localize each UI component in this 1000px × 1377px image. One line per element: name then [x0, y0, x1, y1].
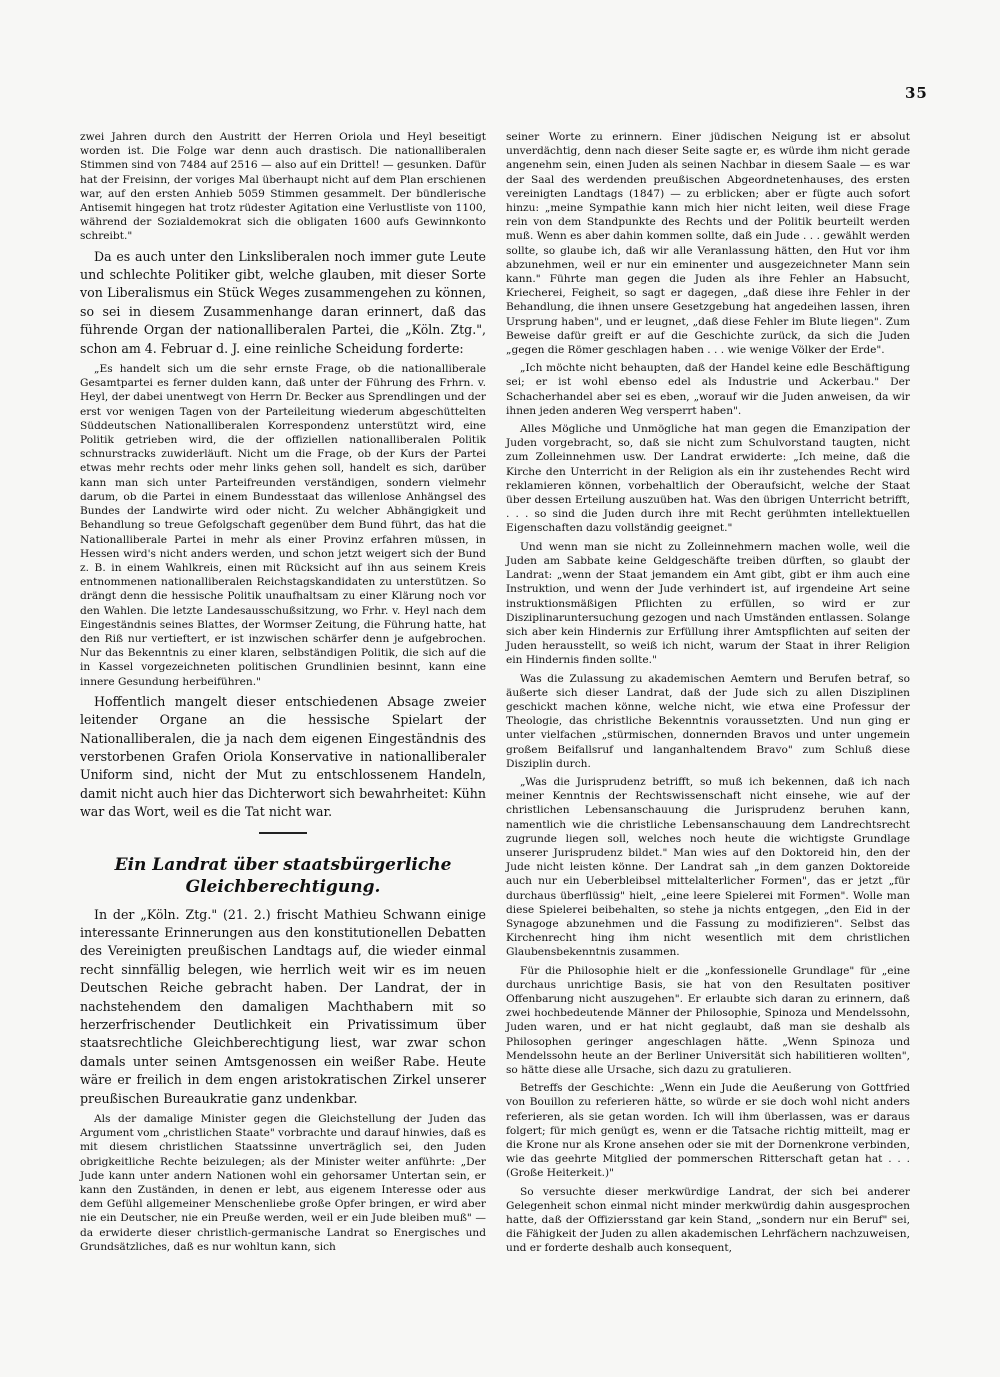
- body-paragraph: Was die Zulassung zu akademischen Aemtern und Berufen betraf, so äußerte sich dieser Landrat, daß der Jude sich zu allen Disziplinen geschickt machen könne, welche nicht, wie etwa eine Professur der Theologie, das christliche Bekenntnis voraussetzten. Und nun ging er unter vielfachen „stürmischen, donnernden Bravos und unter ungemein großem Beifallsruf und langanhaltendem Bravo" zum Schluß diese Disziplin durch.: [506, 672, 910, 770]
- body-paragraph: So versuchte dieser merkwürdige Landrat, der sich bei anderer Gelegenheit schon einmal nicht minder merkwürdig dahin ausgesprochen hatte, daß der Offiziersstand gar kein Stand, „sondern nur ein Beruf" sei, die Fähigkeit der Juden zu allen akademischen Lehrfächern nachzuweisen, und er forderte deshalb auch konsequent,: [506, 1185, 910, 1255]
- article-lead: In der „Köln. Ztg." (21. 2.) frischt Mathieu Schwann einige interessante Erinnerungen aus den konstitutionellen Debatten des Vereinigten preußischen Landtags auf, die wieder einmal recht sinnfällig belegen, wie herrlich weit wir es im neuen Deutschen Reiche gebracht haben. Der Landrat, der in nachstehendem den damaligen Machthabern mit so herzerfrischender Deutlichkeit ein Privatissimum über staatsrechtliche Gleichberechtigung liest, war zwar schon damals unter seinen Amtsgenossen ein weißer Rabe. Heute wäre er freilich in dem engen aristokratischen Zirkel unserer preußischen Bureaukratie ganz undenkbar.: [80, 906, 486, 1106]
- body-paragraph: Betreffs der Geschichte: „Wenn ein Jude die Aeußerung von Gottfried von Bouillon zu referieren hätte, so würde er sie doch wohl nicht anders referieren, als sie getan worden. Ich will ihm überlassen, was er daraus folgert; für mich genügt es, wenn er die Tatsache richtig mitteilt, mag er die Krone nur als Krone ansehen oder sie mit der Dornenkrone verbinden, wie das geehrte Mitglied der pommerschen Ritterschaft getan hat . . . (Große Heiterkeit.)": [506, 1082, 910, 1180]
- article-headline: Ein Landrat über staatsbürgerliche Gleichberechtigung.: [114, 854, 452, 897]
- body-paragraph: Hoffentlich mangelt dieser entschiedenen Absage zweier leitender Organe an die hessische Spielart der Nationalliberalen, die ja nach dem eigenen Eingeständnis des verstorbenen Grafen Oriola Konservative in nationalliberaler Uniform sind, nicht der Mut zu entschlossenem Handeln, damit nicht auch hier das Dichterwort sich bewahrheitet: Kühn war das Wort, weil es die Tat nicht war.: [80, 693, 486, 820]
- right-column: [506, 130, 910, 1260]
- body-paragraph: Und wenn man sie nicht zu Zolleinnehmern machen wolle, weil die Juden am Sabbate keine Geldgeschäfte treiben dürften, so glaubt der Landrat: „wenn der Staat jemandem ein Amt gibt, gibt er ihm auch eine Instruktion, und wenn der Jude verhindert ist, auf irgendeine Art seine instruktionsmäßigen Pflichten zu erfüllen, so wird er zur Disziplinaruntersuchung gezogen und nach Umständen entlassen. Solange sich aber kein Hindernis zur Erfüllung ihrer Amtspflichten auf seiten der Juden herausstellt, so weiß ich nicht, warum der Staat in ihrer Religion ein Hindernis finden sollte.": [506, 540, 910, 667]
- body-paragraph: seiner Worte zu erinnern. Einer jüdischen Neigung ist er absolut unverdächtig, denn nach dieser Seite sagte er, es würde ihm nicht gerade angenehm sein, einen Juden als seinen Nachbar in diesem Saale — es war der Saal des werdenden preußischen Abgeordnetenhauses, des ersten vereinigten Landtags (1847) — zu erblicken; aber er fügte auch sofort hinzu: „meine Sympathie kann mich hier nicht leiten, weil diese Frage rein von dem Standpunkte des Rechts und der Politik beurteilt werden muß. Wenn es aber dahin kommen sollte, daß ein Jude . . . gewählt werden sollte, so glaube ich, daß wir alle Veranlassung hätten, den Hut vor ihm abzunehmen, weil er nur ein eminenter und ausgezeichneter Mann sein kann." Führte man gegen die Juden als ihre Fehler an Habsucht, Kriecherei, Feigheit, so sagt er dagegen, „daß diese ihre Fehler in der Behandlung, die ihnen unsere Gesetzgebung hat angedeihen lassen, ihren Ursprung haben", und er leugnet, „daß diese Fehler im Blute liegen". Zum Beweise dafür greift er auf die Geschichte zurück, da sich die Juden „gegen die Römer geschlagen haben . . . wie wenige Völker der Erde".: [506, 131, 910, 357]
- quoted-paragraph: „Es handelt sich um die sehr ernste Frage, ob die nationalliberale Gesamtpartei es ferner dulden kann, daß unter der Führung des Frhrn. v. Heyl, der dabei unentwegt von Herrn Dr. Becker aus Sprendlingen und der erst vor wenigen Tagen von der Parteileitung wiederum abgeschüttelten Süddeutschen Nationalliberalen Korrespondenz unterstützt wird, eine Politik getrieben wird, die der offiziellen nationalliberalen Politik schnurstracks zuwiderläuft. Nicht um die Frage, ob der Kurs der Partei etwas mehr rechts oder mehr links gehen soll, handelt es sich, darüber kann man sich unter Parteifreunden verständigen, sondern vielmehr darum, ob die Partei in einem Bundesstaat das willenlose Anhängsel des Bundes der Landwirte wird oder nicht. Zu welcher Abhängigkeit und Behandlung so treue Gefolgschaft gegenüber dem Bund führt, das hat die Nationalliberale Partei in mehr als einer Provinz erfahren müssen, in Hessen wird's nicht anders werden, und schon jetzt weigert sich der Bund z. B. in einem Wahlkreis, einen mit Rücksicht auf ihn aus seinem Kreis entnommenen nationalliberalen Reichstagskandidaten zu unterstützen. So drängt denn die hessische Politik unaufhaltsam zu einer Klärung noch vor den Wahlen. Die letzte Landesausschußsitzung, wo Frhr. v. Heyl nach dem Eingeständnis seines Blattes, der Wormser Zeitung, die Führung hatte, hat den Riß nur vertieftert, er ist inzwischen schärfer denn je aufgebrochen. Nur das Bekenntnis zu einer klaren, selbständigen Politik, die sich auf die in Kassel vorgezeichneten politischen Grundlinien besinnt, kann eine innere Gesundung herbeiführen.": [80, 363, 486, 688]
- quoted-paragraph: „Was die Jurisprudenz betrifft, so muß ich bekennen, daß ich nach meiner Kenntnis der Rechtswissenschaft nicht einsehe, wie auf der christlichen Lebensanschauung die Jurisprudenz beruhen kann, namentlich wie die christliche Lebensanschauung dem Landrechtsrecht zugrunde liegen soll, welches noch heute die wichtigste Grundlage unserer Jurisprudenz bildet." Man wies auf den Doktoreid hin, den der Jude nicht leisten könne. Der Landrat sah „in dem ganzen Doktoreide auch nur ein Ueberbleibsel mittelalterlicher Formen", das er jetzt „für durchaus überflüssig" hielt, „eine leere Spielerei mit Formen". Wolle man diese Spielerei beibehalten, so stehe ja nichts entgegen, „den Eid in der Synagoge abzunehmen und die Fassung zu modifizieren". Selbst das Kirchenrecht hing ihm nicht wesentlich mit dem christlichen Glaubensbekenntnis zusammen.: [506, 775, 910, 959]
- article-continuation: zwei Jahren durch den Austritt der Herren Oriola und Heyl beseitigt worden ist. Die Folge war denn auch drastisch. Die nationalliberalen Stimmen sind von 7484 auf 2516 — also auf ein Drittel! — gesunken. Dafür hat der Freisinn, der voriges Mal überhaupt nicht auf dem Plan erschienen war, auf den ersten Anhieb 5059 Stimmen gesammelt. Der bündlerische Antisemit hingegen hat trotz rüdester Agitation eine Verlustliste von 1100, während der Sozialdemokrat sich die obligaten 1600 aufs Gewinnkonto schreibt.": [80, 131, 486, 243]
- left-column: [80, 130, 486, 1258]
- body-paragraph: Da es auch unter den Linksliberalen noch immer gute Leute und schlechte Politiker gibt, welche glauben, mit dieser Sorte von Liberalismus ein Stück Weges zusammengehen zu können, so sei in diesem Zusammenhange daran erinnert, daß das führende Organ der nationalliberalen Partei, die „Köln. Ztg.", schon am 4. Februar d. J. eine reinliche Scheidung forderte:: [80, 248, 486, 356]
- quoted-paragraph: „Ich möchte nicht behaupten, daß der Handel keine edle Beschäftigung sei; er ist wohl ebenso edel als Industrie und Ackerbau." Der Schacherhandel aber sei es eben, „worauf wir die Juden anweisen, da wir ihnen jeden anderen Weg versperrt haben".: [506, 362, 910, 417]
- body-paragraph: Für die Philosophie hielt er die „konfessionelle Grundlage" für „eine durchaus unrichtige Basis, sie hat von den Resultaten positiver Offenbarung nicht auszugehen". Er erlaubte sich daran zu erinnern, daß zwei hochbedeutende Männer der Philosophie, Spinoza und Mendelssohn, Juden waren, und er hat nicht geglaubt, daß man sie deshalb als Philosophen geringer angeschlagen hätte. „Wenn Spinoza und Mendelssohn heute an der Berliner Universität sich habilitieren wollten", so hätte diese alle Ursache, sich dazu zu gratulieren.: [506, 964, 910, 1076]
- body-paragraph: Alles Mögliche und Unmögliche hat man gegen die Emanzipation der Juden vorgebracht, so, daß sie nicht zum Schulvorstand taugten, nicht zum Zolleinnehmen usw. Der Landrat erwiderte: „Ich meine, daß die Kirche den Unterricht in der Religion als ein ihr zustehendes Recht wird reklamieren können, vorbehaltlich der Oberaufsicht, welche der Staat über dessen Erteilung auszuüben hat. Was den übrigen Unterricht betrifft, . . . so sind die Juden durch ihre mit Recht gerühmten intellektuellen Eigenschaften dazu vollständig geeignet.": [506, 423, 910, 535]
- section-divider: [259, 832, 307, 834]
- page-number: 35: [905, 84, 928, 102]
- body-paragraph: Als der damalige Minister gegen die Gleichstellung der Juden das Argument vom „christlichen Staate" vorbrachte und darauf hinwies, daß es mit diesem christlichen Staatssinne unverträglich sei, den Juden obrigkeitliche Rechte beizulegen; als der Minister weiter anführte: „Der Jude kann unter andern Nationen wohl ein gehorsamer Untertan sein, er kann den Zuständen, in denen er lebt, aus eigenem Interesse oder aus dem Gefühl allgemeiner Menschenliebe große Opfer bringen, er wird aber nie ein Deutscher, nie ein Preuße werden, weil er ein Jude bleiben muß" — da erwiderte dieser christlich-germanische Landrat so Energisches und Grundsätzliches, daß es nur wohltun kann, sich: [80, 1113, 486, 1253]
